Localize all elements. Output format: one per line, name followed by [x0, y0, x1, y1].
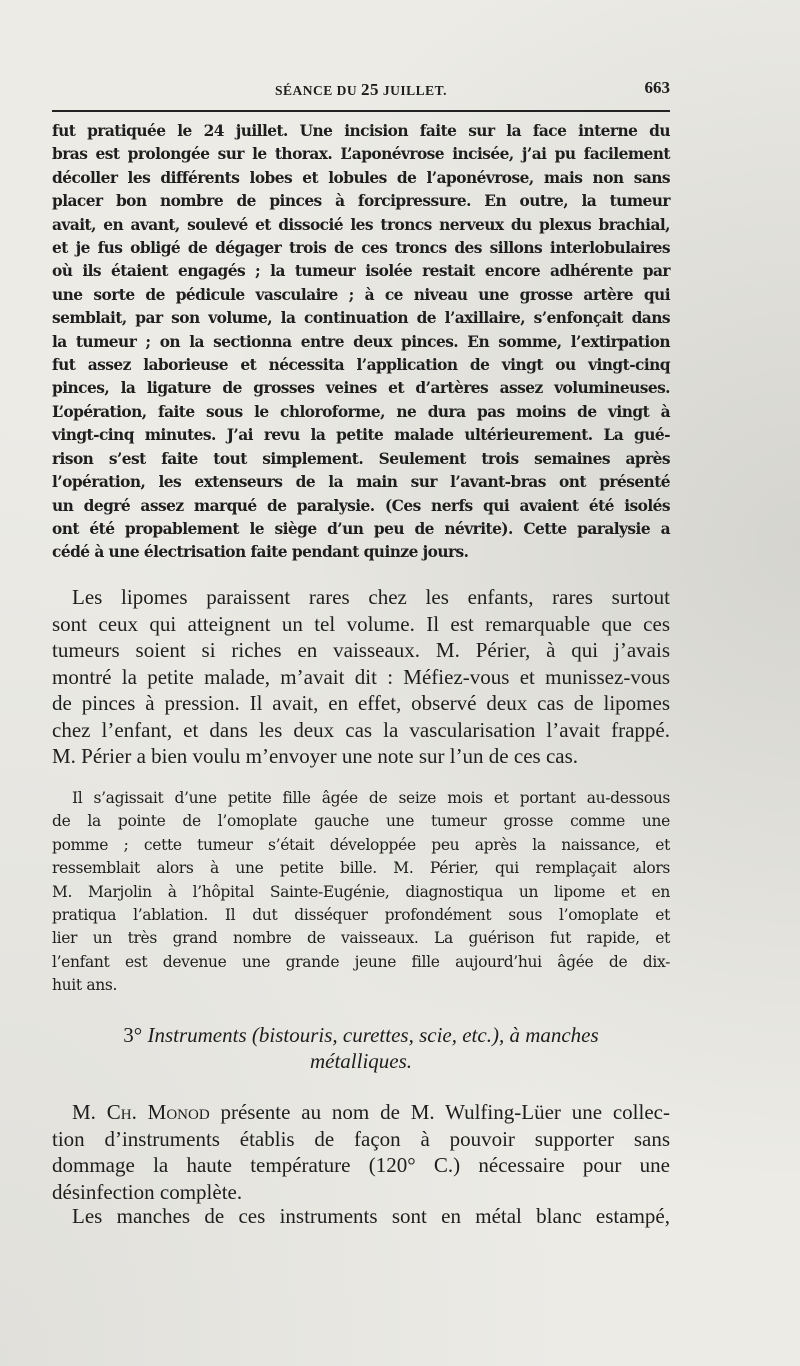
text-line: M. Périer a bien voulu m’envoyer une note sur l’un de ces cas.: [52, 744, 579, 768]
text-line: de pinces à pression. Il avait, en effet, observé deux cas de lipomes: [52, 691, 670, 715]
text-line: chez l’enfant, et dans les deux cas la vascularisation l’avait frappé.: [52, 717, 670, 742]
text-line: une sorte de pédicule vasculaire ; à ce niveau une grosse artère qui: [52, 285, 670, 304]
text-line: [52, 1099, 670, 1126]
text-line: décoller les différents lobes et lobules de l’aponévrose, mais non sans: [52, 168, 670, 187]
text-line: l’opération, les extenseurs de la main sur l’avant-bras ont présenté: [52, 473, 670, 492]
page-number: 663: [644, 78, 670, 97]
section-heading-line-2: métalliques.: [309, 1049, 413, 1073]
text-line: avait, en avant, soulevé et dissocié les troncs nerveux du plexus brachial,: [52, 215, 670, 234]
text-line: la tumeur ; on la sectionna entre deux pinces. En somme, l’extirpation: [52, 332, 670, 351]
text-line: l’enfant est devenue une grande jeune fille aujourd’hui âgée de dix-: [52, 952, 670, 971]
running-head-day: 25: [360, 80, 379, 99]
text-line: cédé à une électrisation faite pendant quinze jours.: [52, 543, 469, 562]
text-line: fut pratiquée le 24 juillet. Une incision faite sur la face interne du: [52, 122, 670, 140]
text-line: Les manches de ces instruments sont en métal blanc estampé,: [72, 1204, 670, 1228]
text-line: ont été propablement le siège d’un peu de névrite). Cette paralysie a: [52, 519, 670, 538]
text-line: un degré assez marqué de paralysie. (Ces nerfs qui avaient été isolés: [52, 496, 670, 515]
text-line: rison s’est faite tout simplement. Seulement trois semaines après: [52, 449, 670, 468]
text-line: tion d’instruments établis de façon à pouvoir supporter sans: [52, 1126, 670, 1151]
author-name: Ch. Monod: [106, 1100, 210, 1124]
running-head-suffix: JUILLET.: [378, 83, 448, 98]
section-heading-text-1: Instruments (bistouris, curettes, scie, etc.), à manches: [147, 1023, 599, 1047]
text-line: ressemblait alors à une petite bille. M. Périer, qui remplaçait alors: [52, 859, 670, 878]
running-head-prefix: SÉANCE DU: [274, 83, 361, 98]
text-line: L’opération, faite sous le chloroforme, ne dura pas moins de vingt à: [52, 402, 670, 421]
text-line: de la pointe de l’omoplate gauche une tumeur grosse comme une: [52, 812, 670, 831]
text-line: sont ceux qui atteignent un tel volume. Il est remarquable que ces: [52, 611, 670, 636]
text-line: où ils étaient engagés ; la tumeur isolée restait encore adhérente par: [52, 262, 670, 281]
lead-m: M.: [72, 1100, 107, 1124]
header-rule: [52, 110, 670, 112]
text-line: lier un très grand nombre de vaisseaux. La guérison fut rapide, et: [52, 929, 670, 948]
text-line: Les lipomes paraissent rares chez les enfants, rares surtout: [72, 585, 670, 609]
text-line: montré la petite malade, m’avait dit : Méfiez-vous et munissez-vous: [52, 664, 670, 689]
text-line: semblait, par son volume, la continuation de l’axillaire, s’enfonçait dans: [52, 309, 670, 328]
text-line: Il s’agissait d’une petite fille âgée de seize mois et portant au-dessous: [72, 789, 670, 807]
running-head: [52, 78, 670, 102]
text-line: désinfection complète.: [52, 1179, 243, 1204]
paragraph-2: [52, 584, 670, 770]
lead-rest: présente au nom de M. Wulfing-Lüer une collec-: [209, 1100, 670, 1124]
text-line: bras est prolongée sur le thorax. L’aponévrose incisée, j’ai pu facilement: [52, 145, 670, 164]
text-line: pinces, la ligature de grosses veines et d’artères assez volumineuses.: [52, 379, 670, 398]
text-line: et je fus obligé de dégager trois de ces troncs des sillons interlobulaires: [52, 239, 670, 258]
paragraph-5: [52, 1203, 670, 1230]
text-line: pratiqua l’ablation. Il dut disséquer profondément sous l’omoplate et: [52, 906, 670, 925]
section-heading: [52, 1022, 670, 1074]
text-line: fut assez laborieuse et nécessita l’application de vingt ou vingt-cinq: [52, 356, 670, 375]
text-line: tumeurs soient si riches en vaisseaux. M. Périer, à qui j’avais: [52, 638, 670, 662]
text-line: pomme ; cette tumeur s’était développée peu après la naissance, et: [52, 835, 670, 854]
text-line: placer bon nombre de pinces à forcipressure. En outre, la tumeur: [52, 192, 670, 211]
text-line: dommage la haute température (120° C.) nécessaire pour une: [52, 1153, 670, 1177]
section-number: 3°: [123, 1023, 143, 1047]
paragraph-1: [52, 120, 670, 565]
paragraph-4: [52, 1099, 670, 1205]
text-line: M. Marjolin à l’hôpital Sainte-Eugénie, diagnostiqua un lipome et en: [52, 882, 670, 901]
paragraph-3: [52, 787, 670, 998]
running-head-title: [52, 80, 670, 100]
section-heading-line-1: [52, 1022, 670, 1048]
text-line: huit ans.: [52, 976, 118, 995]
text-line: vingt-cinq minutes. J’ai revu la petite malade ultérieurement. La gué-: [52, 426, 670, 445]
